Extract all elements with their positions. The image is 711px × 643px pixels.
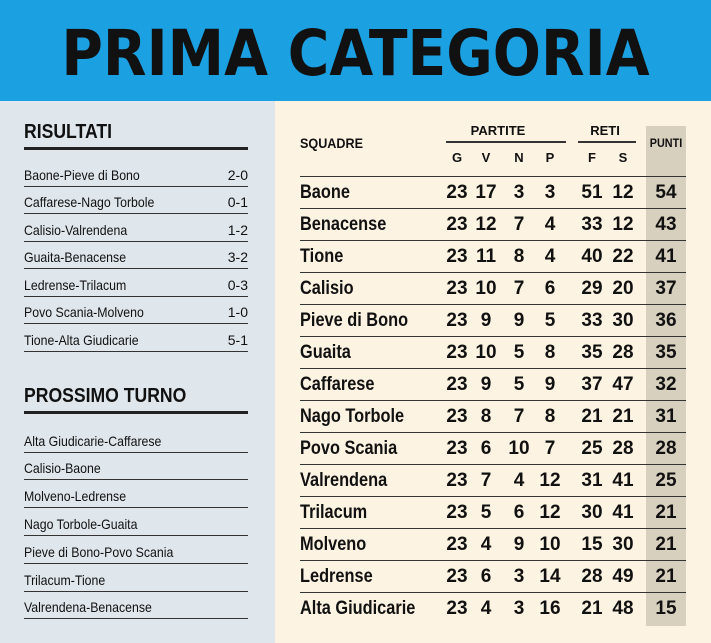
cell-g: 23	[446, 502, 468, 523]
cell-s: 28	[612, 438, 634, 459]
cell-v: 4	[480, 598, 492, 619]
cell-pts: 43	[655, 214, 677, 235]
fixture-label: Pieve di Bono-Povo Scania	[24, 543, 174, 560]
cell-g: 23	[446, 598, 468, 619]
match-score: 5-1	[227, 331, 248, 348]
match-label: Caffarese-Nago Torbole	[24, 194, 155, 210]
fixture-label: Trilacum-Tione	[24, 571, 106, 588]
fixture-label: Molveno-Ledrense	[24, 488, 127, 505]
cell-f: 51	[581, 182, 603, 203]
cell-g: 23	[446, 534, 468, 555]
risultati-heading: RISULTATI	[24, 121, 112, 143]
cell-g: 23	[446, 406, 468, 427]
cell-s: 30	[612, 534, 634, 555]
reti-rule	[578, 141, 636, 143]
cell-g: 23	[446, 470, 468, 491]
table-row	[0, 304, 711, 336]
cell-p: 9	[544, 374, 556, 395]
cell-g: 23	[446, 438, 468, 459]
partite-rule	[446, 141, 566, 143]
table-row	[0, 272, 711, 304]
cell-p: 12	[539, 502, 561, 523]
table-row	[0, 400, 711, 432]
cell-p: 6	[544, 278, 556, 299]
match-score: 2-0	[227, 166, 248, 183]
cell-n: 3	[513, 182, 525, 203]
header-g: G	[451, 150, 463, 165]
cell-n: 3	[513, 598, 525, 619]
cell-s: 12	[612, 182, 634, 203]
cell-g: 23	[446, 246, 468, 267]
cell-n: 4	[513, 470, 525, 491]
cell-n: 10	[508, 438, 530, 459]
page-title: PRIMA CATEGORIA	[61, 17, 650, 90]
cell-v: 12	[475, 214, 497, 235]
cell-pts: 21	[655, 502, 677, 523]
match-score: 0-1	[227, 194, 248, 210]
cell-pts: 32	[655, 374, 677, 395]
cell-f: 33	[581, 214, 603, 235]
header-squadre: SQUADRE	[300, 135, 364, 151]
cell-f: 37	[581, 374, 603, 395]
cell-pts: 35	[655, 342, 677, 363]
cell-s: 47	[612, 374, 634, 395]
cell-g: 23	[446, 374, 468, 395]
table-row	[0, 464, 711, 496]
cell-p: 7	[544, 438, 556, 459]
header-punti: PUNTI	[649, 136, 683, 150]
match-label: Tione-Alta Giudicarie	[24, 331, 139, 348]
cell-g: 23	[446, 566, 468, 587]
table-row	[0, 368, 711, 400]
match-label: Calisio-Valrendena	[24, 221, 128, 238]
table-row	[0, 432, 711, 464]
cell-f: 29	[581, 278, 603, 299]
cell-pts: 37	[655, 278, 677, 299]
cell-v: 9	[480, 310, 492, 331]
cell-p: 8	[544, 406, 556, 427]
team-name: Alta Giudicarie	[300, 598, 416, 619]
team-name: Calisio	[300, 278, 354, 299]
fixture-label: Valrendena-Benacense	[24, 599, 152, 616]
cell-p: 12	[539, 470, 561, 491]
cell-f: 30	[581, 502, 603, 523]
cell-n: 6	[513, 502, 525, 523]
cell-n: 3	[513, 566, 525, 587]
cell-pts: 15	[655, 598, 677, 619]
cell-f: 40	[581, 246, 603, 267]
team-name: Ledrense	[300, 566, 373, 587]
cell-f: 21	[581, 598, 603, 619]
cell-s: 48	[612, 598, 634, 619]
cell-s: 41	[612, 470, 634, 491]
cell-v: 4	[480, 534, 492, 555]
cell-v: 8	[480, 406, 492, 427]
cell-g: 23	[446, 342, 468, 363]
cell-v: 10	[475, 278, 497, 299]
cell-p: 16	[539, 598, 561, 619]
cell-f: 21	[581, 406, 603, 427]
match-score: 1-2	[227, 221, 248, 238]
cell-pts: 54	[655, 182, 677, 203]
cell-n: 5	[513, 342, 525, 363]
match-score: 3-2	[227, 249, 248, 265]
cell-p: 4	[544, 246, 556, 267]
match-label: Baone-Pieve di Bono	[24, 166, 140, 183]
cell-f: 31	[581, 470, 603, 491]
header-partite: PARTITE	[470, 123, 526, 138]
table-row	[0, 528, 711, 560]
header-f: F	[588, 150, 596, 165]
cell-f: 25	[581, 438, 603, 459]
team-name: Guaita	[300, 342, 351, 363]
cell-s: 30	[612, 310, 634, 331]
team-name: Pieve di Bono	[300, 310, 409, 331]
fixture-label: Calisio-Baone	[24, 460, 101, 477]
team-name: Molveno	[300, 534, 367, 555]
cell-v: 7	[480, 470, 492, 491]
cell-s: 28	[612, 342, 634, 363]
header-s: S	[618, 150, 628, 165]
header-v: V	[481, 150, 491, 165]
cell-g: 23	[446, 182, 468, 203]
cell-f: 33	[581, 310, 603, 331]
team-name: Tione	[300, 246, 344, 267]
team-name: Caffarese	[300, 374, 375, 395]
cell-g: 23	[446, 278, 468, 299]
header-p: P	[545, 150, 555, 165]
cell-p: 8	[544, 342, 556, 363]
cell-n: 7	[513, 278, 525, 299]
cell-p: 5	[544, 310, 556, 331]
table-row	[0, 560, 711, 592]
header-reti: RETI	[590, 123, 620, 138]
cell-p: 10	[539, 534, 561, 555]
team-name: Valrendena	[300, 470, 388, 491]
match-score: 0-3	[227, 276, 248, 293]
prossimo-turno-heading: PROSSIMO TURNO	[24, 385, 187, 407]
cell-f: 28	[581, 566, 603, 587]
cell-n: 7	[513, 214, 525, 235]
cell-pts: 36	[655, 310, 677, 331]
cell-s: 12	[612, 214, 634, 235]
risultati-rule	[24, 147, 248, 150]
cell-pts: 25	[655, 470, 677, 491]
table-row	[0, 208, 711, 240]
cell-pts: 21	[655, 566, 677, 587]
cell-v: 6	[480, 566, 492, 587]
cell-v: 6	[480, 438, 492, 459]
team-name: Povo Scania	[300, 438, 398, 459]
cell-n: 5	[513, 374, 525, 395]
cell-f: 35	[581, 342, 603, 363]
cell-v: 11	[475, 246, 497, 267]
cell-s: 21	[612, 406, 634, 427]
fixture-label: Alta Giudicarie-Caffarese	[24, 432, 162, 449]
cell-pts: 28	[655, 438, 677, 459]
cell-s: 22	[612, 246, 634, 267]
cell-v: 17	[475, 182, 497, 203]
cell-n: 9	[513, 310, 525, 331]
cell-p: 14	[539, 566, 561, 587]
cell-s: 41	[612, 502, 634, 523]
fixture-label: Nago Torbole-Guaita	[24, 515, 138, 532]
cell-v: 5	[480, 502, 492, 523]
team-name: Nago Torbole	[300, 406, 405, 427]
table-row	[0, 336, 711, 368]
match-label: Guaita-Benacense	[24, 249, 127, 265]
cell-p: 4	[544, 214, 556, 235]
team-name: Trilacum	[300, 502, 368, 523]
match-score: 1-0	[227, 304, 248, 320]
header-n: N	[514, 150, 524, 165]
table-row	[0, 240, 711, 272]
cell-g: 23	[446, 310, 468, 331]
match-label: Ledrense-Trilacum	[24, 276, 127, 293]
cell-f: 15	[581, 534, 603, 555]
cell-g: 23	[446, 214, 468, 235]
cell-pts: 31	[655, 406, 677, 427]
team-name: Baone	[300, 182, 350, 203]
cell-p: 3	[544, 182, 556, 203]
cell-pts: 21	[655, 534, 677, 555]
cell-n: 9	[513, 534, 525, 555]
cell-n: 7	[513, 406, 525, 427]
table-row	[0, 496, 711, 528]
cell-n: 8	[513, 246, 525, 267]
match-label: Povo Scania-Molveno	[24, 304, 144, 320]
cell-pts: 41	[655, 246, 677, 267]
table-row	[0, 592, 711, 624]
cell-s: 49	[612, 566, 634, 587]
cell-v: 10	[475, 342, 497, 363]
cell-v: 9	[480, 374, 492, 395]
cell-s: 20	[612, 278, 634, 299]
team-name: Benacense	[300, 214, 387, 235]
table-row	[0, 176, 711, 208]
